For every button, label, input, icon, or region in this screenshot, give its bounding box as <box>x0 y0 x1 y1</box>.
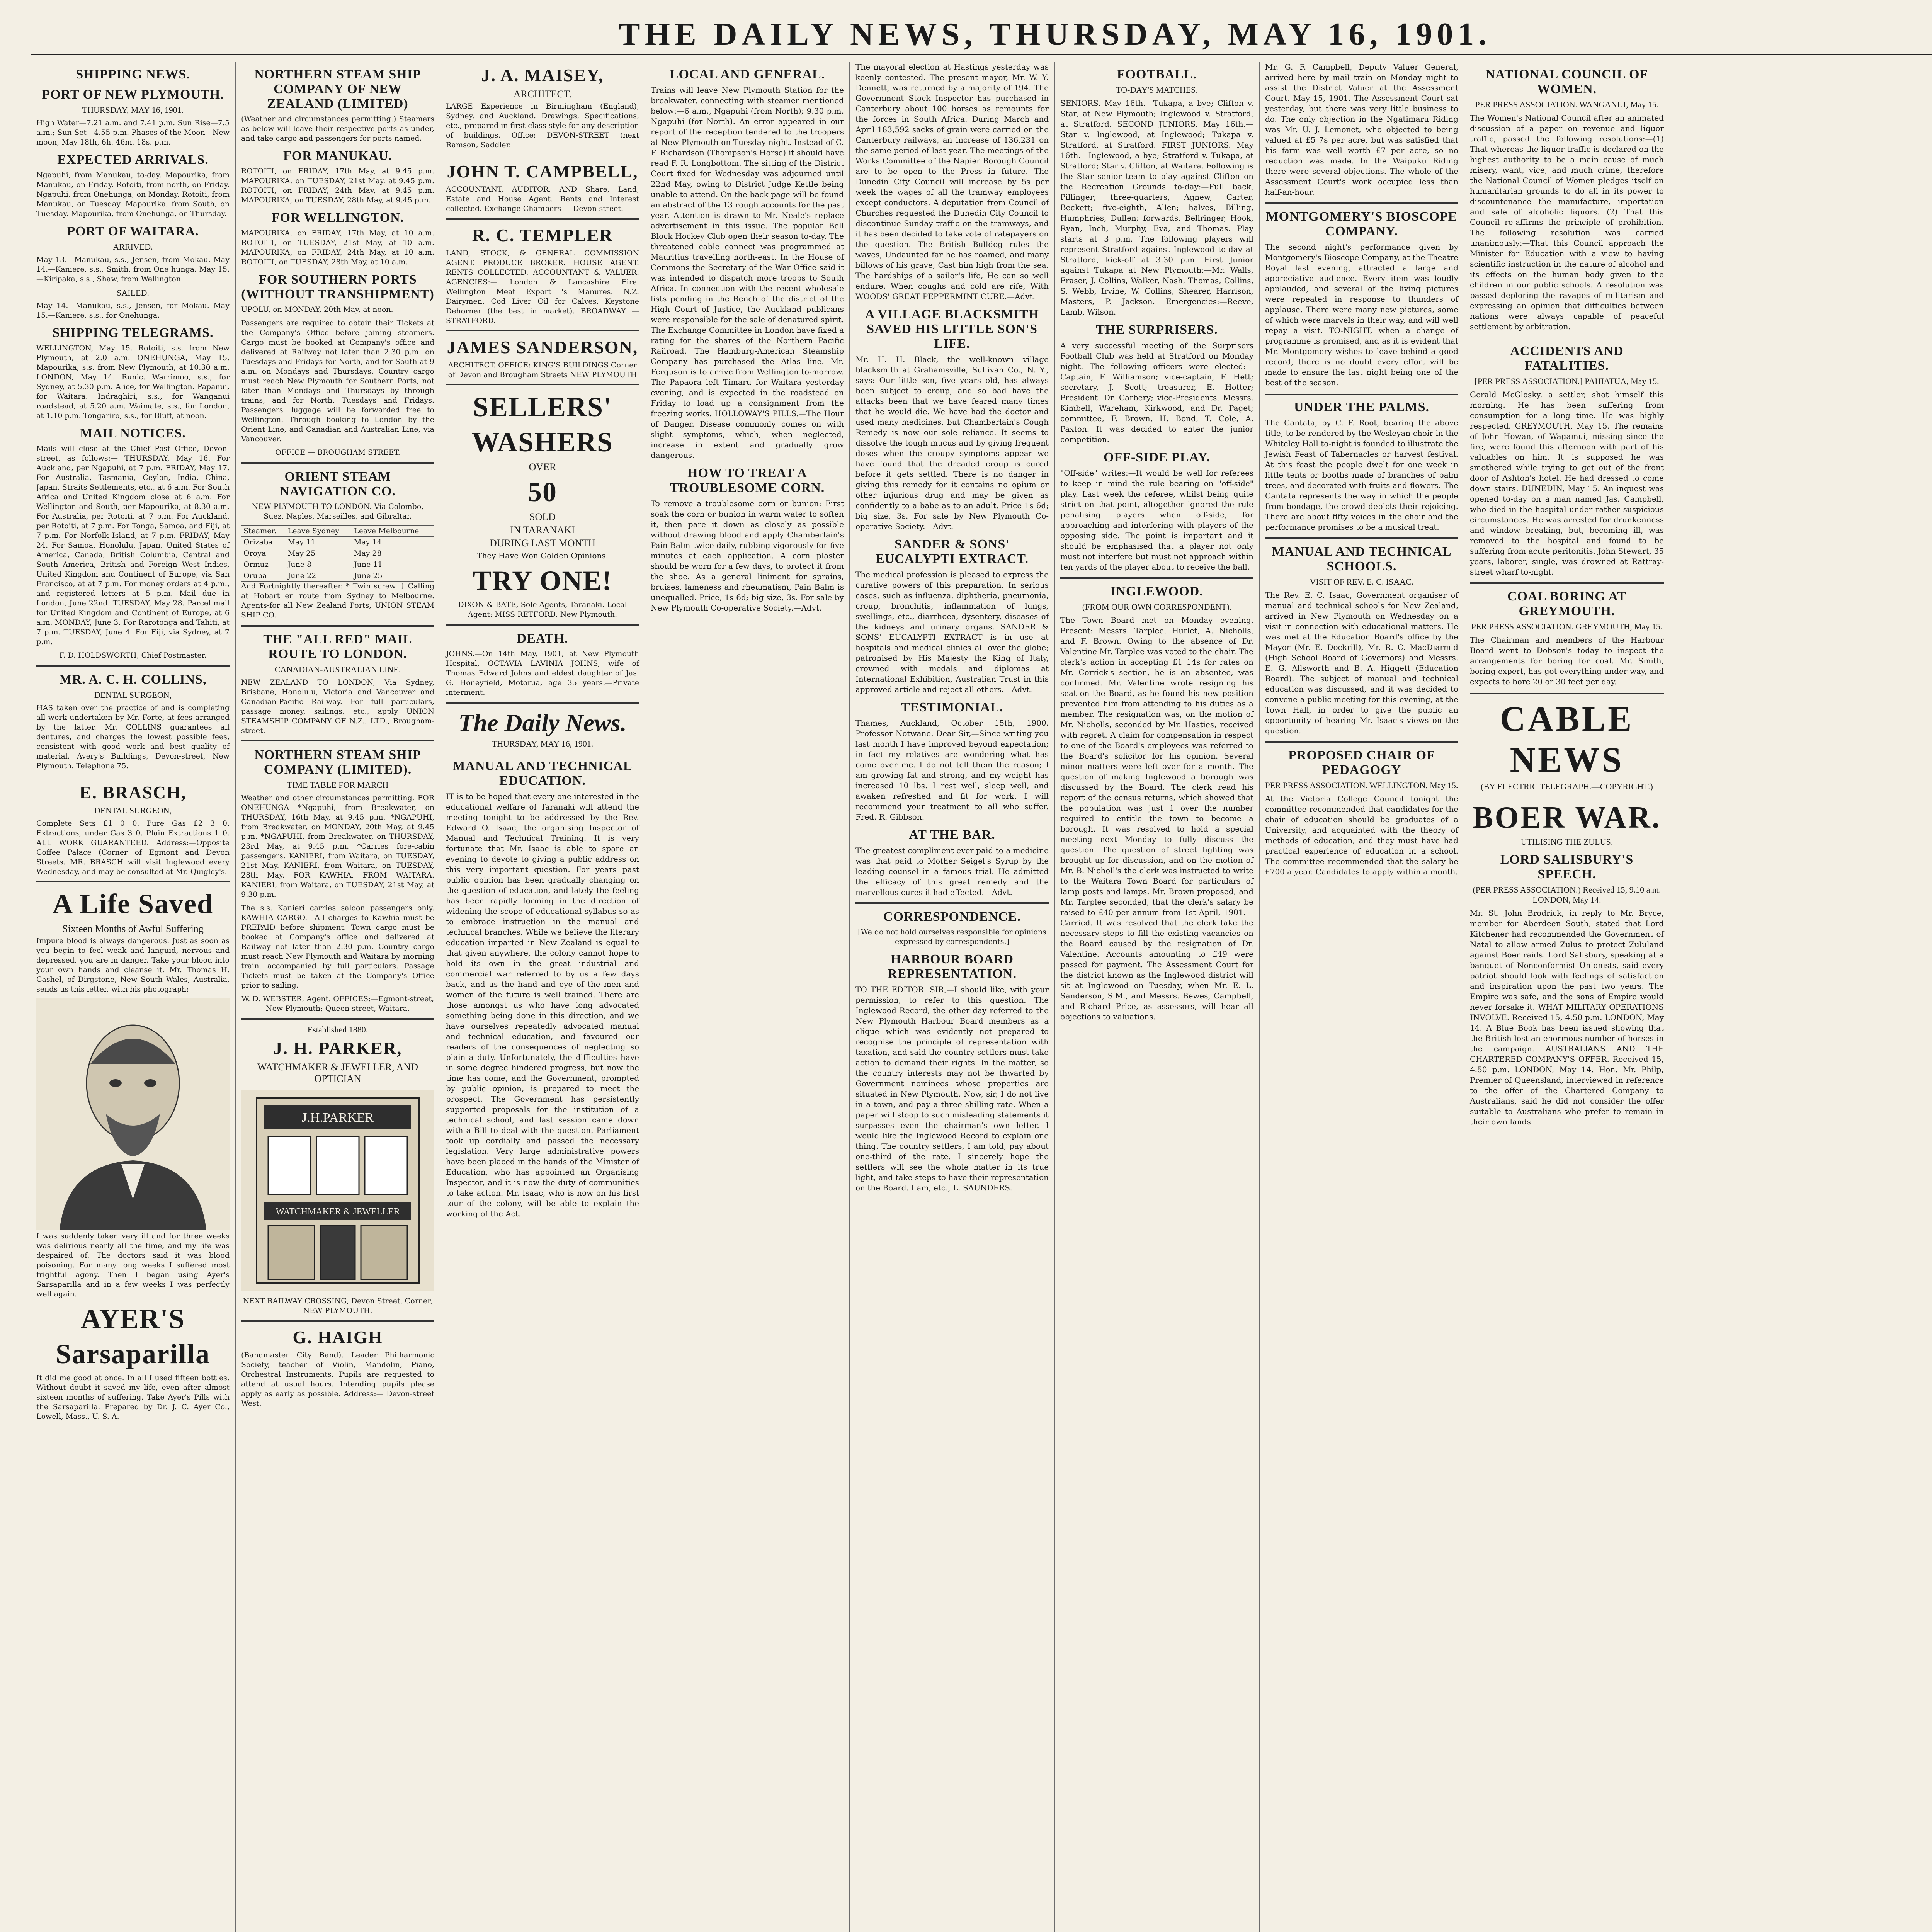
haigh-heading: G. HAIGH <box>293 1327 383 1347</box>
surprisers-heading: THE SURPRISERS. <box>1096 323 1218 337</box>
testimonial-heading: TESTIMONIAL. <box>901 700 1003 714</box>
ayer-sub: Sixteen Months of Awful Suffering <box>62 923 204 934</box>
offside-heading: OFF-SIDE PLAY. <box>1104 450 1210 464</box>
pedagogy-sub: PER PRESS ASSOCIATION. WELLINGTON, May 15. <box>1265 781 1458 790</box>
maisey-sub: ARCHITECT. <box>513 88 572 100</box>
accidents-heading: ACCIDENTS AND FATALITIES. <box>1510 344 1624 373</box>
manukau-schedule: ROTOITI, on FRIDAY, 17th May, at 9.45 p.m. MAPOURIKA, on TUESDAY, 21st May, at 9.45 p.m. ROTOITI, on FRIDAY, 24th May, at 9.45 p.m. MAPOURIKA, on TUESDAY, 28th May, at 9.45 p.m. <box>241 167 434 204</box>
local-heading: LOCAL AND GENERAL. <box>669 67 825 82</box>
salisbury-heading: LORD SALISBURY'S SPEECH. <box>1500 852 1634 881</box>
office-line: OFFICE — BROUGHAM STREET. <box>275 448 400 457</box>
ayer-heading: A Life Saved <box>52 888 214 919</box>
washers-sold: SOLD <box>529 511 556 522</box>
port-date: THURSDAY, MAY 16, 1901. <box>82 105 184 115</box>
zulus-heading: UTILISING THE ZULUS. <box>1520 837 1613 847</box>
offside-text: "Off-side" writes:—It would be well for referees to keep in mind the rule bearing on "off-side" play. Last week the referee, whilst being quite strict on that point, altogether ignored the rule penalising players when off-side, for approaching and interfering with players of the opposing side. The point is important and it should be emphasised that a player not only must not interfere but must not approach within ten yards of the player about to receive the ball. <box>1060 468 1253 571</box>
column-4 <box>645 62 850 1932</box>
salisbury-sub: (PER PRESS ASSOCIATION.) Received 15, 9.10 a.m. LONDON, May 14. <box>1473 885 1661 905</box>
ncw-sub: PER PRESS ASSOCIATION. WANGANUI, May 15. <box>1475 100 1659 109</box>
ncw-text: The Women's National Council after an animated discussion of a paper on revenue and liquor traffic, passed the following resolutions:—(1) That whereas the liquor traffic is declared on the highest authority to be a main cause of much misery, want, vice, and much crime, therefore the National Council of Women pledges itself on humanitarian grounds to do all in its power to discountenance the manufacture, importation and sale of alcoholic liquors. (2) That this Council re-affirms the principle of prohibition. The following resolution was carried unanimously:—That this Council approach the Minister for Education with a view to having scientific instruction in the nature of alcohol and its effects on the human body given to the children in our public schools. A resolution was passed deploring the ravages of militarism and expressing an opinion that difficulties between nations were always capable of peaceful settlement by arbitration. <box>1470 113 1664 331</box>
washers-over: OVER <box>529 461 556 473</box>
column-7 <box>1260 62 1464 1932</box>
pedagogy-heading: PROPOSED CHAIR OF PEDAGOGY <box>1288 748 1435 777</box>
correspondence-note: [We do not hold ourselves responsible for opinions expressed by correspondents.] <box>858 928 1046 946</box>
local-news-continued: The mayoral election at Hastings yesterday was keenly contested. The present mayor, Mr. W. Y. Dennett, was returned by a majority of 194. The Government Stock Inspector has purchased in Canterbury about 100 horses as remounts for the forces in South Africa. During March and April 183,592 sacks of grain were carried on the Canterbury railways, an increase of 136,231 on the same period of last year. The meetings of the Works Committee of the Napier Borough Council are to be open to the Press in future. The Dunedin City Council will increase by 5s per week the wages of all the tramway employees except conductors. A deputation from Council of Churches requested the Dunedin City Council to discontinue Sunday traffic on the tramways, and it has been decided to take vote of ratepayers on the question. The British Bulldog rules the waves, Undaunted far he has roamed, and many billows of his grave, Cast him high from the sea. The hardships of a sailor's life, He can so well endure. When coughs and cold are rife, With WOODS' GREAT PEPPERMINT CURE.—Advt. <box>855 62 1049 301</box>
corn-text: To remove a troublesome corn or bunion: First soak the corn or bunion in warm water to soften it, then pare it down as closely as possible without drawing blood and apply Chamberlain's Pain Balm twice daily, rubbing vigorously for five minutes at each application. A corn plaster should be worn for a few days, to protect it from the shoe. As a general liniment for sprains, bruises, lameness and rheumatism, Pain Balm is unequalled. Price, 1s 6d; big size, 3s. For sale by New Plymouth Co-operative Society.—Advt. <box>651 499 844 612</box>
telegrams-heading: SHIPPING TELEGRAMS. <box>52 326 214 340</box>
palms-text: The Cantata, by C. F. Root, bearing the above title, to be rendered by the Wesleyan choir in the Whiteley Hall to-night is founded to illustrate the Jewish Feast of Tabernacles or harvest festival. At this feast the people dwelt for one week in little tents or booths made of branches of palm trees, and decorated with fruits and flowers. The Cantata represents the way in which the people from bondage, the crowd depicts their rejoicing. There are about fifty voices in the choir and the performance promises to be a musical treat. <box>1265 418 1458 532</box>
manual-heading: MANUAL AND TECHNICAL SCHOOLS. <box>1272 544 1452 573</box>
dentist-sub: DENTAL SURGEON, <box>94 690 172 700</box>
editorial-masthead: The Daily News. <box>458 709 627 736</box>
company-heading: NORTHERN STEAM SHIP COMPANY OF NEW ZEALAND (LIMITED) <box>254 67 421 111</box>
boer-war-heading: BOER WAR. <box>1473 801 1661 835</box>
tides: High Water—7.21 a.m. and 7.41 p.m. Sun Rise—7.5 a.m.; Sun Set—4.55 p.m. Phases of the Moon—New moon, May 18th, 6h. 46m. 18s. p.m. <box>36 119 230 146</box>
parker-footer: NEXT RAILWAY CROSSING, Devon Street, Corner, NEW PLYMOUTH. <box>243 1297 433 1315</box>
ayer-footer: It did me good at once. In all I used fifteen bottles. Without doubt it saved my life, even after almost sixteen months of suffering. Take Ayer's Pills with the Sarsaparilla. Prepared by Dr. J. C. Ayer Co., Lowell, Mass., U. S. A. <box>36 1374 230 1421</box>
assessment-text: Mr. G. F. Campbell, Deputy Valuer General, arrived here by mail train on Monday night to assist the District Valuer at the Assessment Court. May 15, 1901. The Assessment Court sat yesterday, but there was very little business to do. The only objection in the Ngatimaru Riding was Mr. U. J. Lemonet, who objected to being valued at £5 7s per acre, but was satisfied that his farm was well worth £7 per acre, so no reduction was made. In the Waipuku Riding there were several objections. The whole of the Assessment Court's work occupied less than half-an-hour. <box>1265 62 1458 197</box>
masthead <box>31 15 1932 55</box>
sander-heading: SANDER & SONS' EUCALYPTI EXTRACT. <box>876 537 1029 566</box>
accidents-sub: [PER PRESS ASSOCIATION.] PAHIATUA, May 15. <box>1475 376 1659 386</box>
orient-footer: And Fortnightly thereafter. * Twin screw. † Calling at Hobart en route from Sydney to Melbourne. Agents-for all New Zealand Ports, UNION STEAM SHIP CO. <box>241 582 434 619</box>
accidents-text: Gerald McGlosky, a settler, shot himself this morning. He has been suffering from consumption for a long time. He was highly respected. GREYMOUTH, May 15. The remains of John Howan, of Wagamui, missing since the fire, were found this afternoon with part of his valuables on him. It is supposed he was smothered while trying to get out of the front door of Ashton's hotel. He had dressed to come down stairs. DUNEDIN, May 15. An inquest was opened to-day on a man named Jas. Campbell, who died in the hospital under rather suspicious circumstances. He was arrested for drunkenness and window breaking, but, becoming ill, was removed to the hospital and found to be suffering from acute peritonitis. John Stewart, 35 years, laborer, single, was drowned at Rattray-street wharf to-night. <box>1470 390 1664 577</box>
port-heading: PORT OF NEW PLYMOUTH. <box>42 87 224 102</box>
haigh-text: (Bandmaster City Band). Leader Philharmonic Society, teacher of Violin, Mandolin, Piano, Orchestral Instruments. Pupils are requested to attend at usual hours. Intending pupils please apply as early as possible. Address:— Devon-street West. <box>241 1351 434 1408</box>
table-row: Orizaba May 11 May 14 <box>242 537 434 548</box>
dentist-text: HAS taken over the practice of and is completing all work undertaken by Mr. Forte, at fees arranged by the latter. Mr. COLLINS guarantees all dentures, and charges the lowest possible fees, consistent with good work and best quality of material. Avery's Buildings, Devon-street, New Plymouth. Telephone 75. <box>36 704 230 770</box>
testimonial-text: Thames, Auckland, October 15th, 1900. Professor Notwane. Dear Sir,—Since writing you last month I have improved beyond expectation; in fact my relatives are wondering what has come over me. I do not tell them the reason; I am growing fat and strong, and my weight has increased 10 lbs. I rest well, sleep well, and awaken refreshed and fit for work. I will recommend your treatment to all who suffer. Fred. R. Gibbson. <box>855 718 1049 821</box>
columns <box>31 62 1932 1932</box>
coal-sub: PER PRESS ASSOCIATION. GREYMOUTH, May 15. <box>1471 622 1663 631</box>
mail-notices: Mails will close at the Chief Post Office, Devon-street, as follows:— THURSDAY, May 16. For Auckland, per Ngapuhi, at 7 p.m. FRIDAY, May 17. For Australia, Tasmania, Ceylon, India, China, Japan, Straits Settlements, etc., at 6 a.m. For South Africa and United Kingdom close at 6 a.m. For Wellington and South, per Mapourika, at 8.30 a.m. For Australia, per Rotoiti, at 7 p.m. For Auckland, per Rotoiti, at 7 p.m. For Tonga, Samoa, and Fiji, at 7 p.m. For Norfolk Island, at 7 p.m. FRIDAY, May 24. For Samoa, Honolulu, Japan, United States of America, Canada, British Columbia, Central and South America, British and Foreign West Indies, United Kingdom and Continent of Europe, via San Francisco, at at 7 p.m. For money orders at 4 p.m., and registered letters at 5 p.m. Mail due in London, June 22nd. TUESDAY, May 28. Parcel mail for United Kingdom and Continent of Europe, at 6 a.m. MONDAY, June 3. For Rarotonga and Tahiti, at 7 p.m. TUESDAY, June 4. For Fiji, via Sydney, at 7 p.m. <box>36 444 230 646</box>
washers-number: 50 <box>528 476 557 507</box>
expected-heading: EXPECTED ARRIVALS. <box>57 153 209 167</box>
allred-heading: THE "ALL RED" MAIL ROUTE TO LONDON. <box>263 632 412 661</box>
sander-text: The medical profession is pleased to express the curative powers of this preparation. In serious cases, such as influenza, diphtheria, pneumonia, croup, bronchitis, inflammation of lungs, swellings, etc., diarrhoea, dysentery, diseases of the kidneys and urinary organs. SANDER & SONS' EUCALYPTI EXTRACT is in use at hospitals and medical clinics all over the globe; patronised by His Majesty the King of Italy, crowned with medals and diplomas at International Exhibition, Australian Trust in this approved article and reject all others.—Advt. <box>855 570 1049 694</box>
parker-heading: J. H. PARKER, <box>273 1038 402 1058</box>
bioscope-text: The second night's performance given by Montgomery's Bioscope Company, at the Theatre Royal last evening, attracted a large and appreciative audience. Every item was loudly applauded, and several of the living pictures were repeated in response to thunders of applause. There were many new pictures, some of which were marvels in their way, and will well repay a visit. TO-NIGHT, when a change of programme is promised, and as it is evident that Mr. Montgomery wishes to leave behind a good record, there is no doubt every effort will be made to ensure the last night being one of the best of the season. <box>1265 242 1458 387</box>
table-row: Steamer. Leave Sydney Leave Melbourne <box>242 526 434 537</box>
washers-try: TRY ONE! <box>473 565 612 596</box>
templer-text: LAND, STOCK, & GENERAL COMMISSION AGENT. PRODUCE BROKER. HOUSE AGENT. RENTS COLLECTED. ACCOUNTANT & VALUER. AGENCIES:— London & Lancashire Fire. Wellington Meat Export 's Manures. N.Z. Dairymen. Cod Liver Oil for Calves. Keystone Dehorner (the best in market). BROADWAY — STRATFORD. <box>446 249 639 325</box>
column-2 <box>236 62 440 1932</box>
shipping-heading: SHIPPING NEWS. <box>76 67 190 82</box>
column-5 <box>850 62 1055 1932</box>
village-heading: A VILLAGE BLACKSMITH SAVED HIS LITTLE SON'S LIFE. <box>865 307 1039 351</box>
editorial-text: IT is to be hoped that every one interested in the educational welfare of Taranaki will attend the meeting tonight to be addressed by the Rev. Edward O. Isaac, the organising Inspector of Manual and Technical Training. It is very fortunate that Mr. Isaac is able to spare an evening to devote to giving a public address on this very important question. For years past public opinion has been gradually changing on the question of education, and lately the feeling has been rapidly forming in the direction of widening the scope of educational syllabus so as to embrace instruction in the manual and technical branches. While we believe the literary education imparted in New Zealand is equal to that given anywhere, the colony cannot hope to hold its own in the great industrial and commercial war referred to by us a few days back, and us the hand and eye of the men and women of the future is well trained. There are those amongst us who have long advocated something being done in this direction, and we have ourselves repeatedly advocated manual and technical education, and favoured our readers of the consequences of neglecting so plain a duty. Unfortunately, the difficulties have in some degree hindered progress, but now the time has come, and the Government, prompted by public opinion, is prepared to meet the prospect. The Government has persistently supported proposals for the institution of a technical school, and last session came down with a Bill to deal with the question. Parliament took up cordially and passed the necessary legislation. Very large administrative powers have been placed in the hands of the Minister of Education, who has appointed an Organising Inspector, and it is now the duty of communities to take action. Mr. Isaac, who is now on his first tour of the colony, will be able to explain the working of the Act. <box>446 792 639 1218</box>
templer-heading: R. C. TEMPLER <box>472 225 613 245</box>
washers-taranaki: IN TARANAKI <box>510 524 575 536</box>
southern-schedule: UPOLU, on MONDAY, 20th May, at noon. <box>241 305 393 314</box>
orient-heading: ORIENT STEAM NAVIGATION CO. <box>280 469 396 498</box>
campbell-heading: JOHN T. CAMPBELL, <box>447 162 638 181</box>
football-sub: TO-DAY'S MATCHES. <box>1116 85 1198 95</box>
parker-sign-2: WATCHMAKER & JEWELLER <box>276 1207 400 1217</box>
inglewood-sub: (FROM OUR OWN CORRESPONDENT). <box>1082 602 1232 612</box>
table-row: Ormuz June 8 June 11 <box>242 559 434 570</box>
football-text: SENIORS. May 16th.—Tukapa, a bye; Clifton v. Star, at New Plymouth; Inglewood v. Stratford, at Stratford. SECOND JUNIORS. May 16th.—Star v. Inglewood, at Inglewood; Tukapa v. Stratford, at Stratford. FIRST JUNIORS. May 16th.—Inglewood, a bye; Stratford v. Tukapa, at Stratford; Star v. Clifton, at Waitara. Following is the Star senior team to play against Clifton on the Recreation Grounds to-day:—Full back, Pillinger; three-quarters, Agnew, Carter, Beckett; five-eighth, Allen; halves, Billing, Humphries, Dullen; forwards, Bellringer, Hook, Ryan, Inch, Murphy, Eva, and Thomas. Play starts at 3 p.m. The following players will represent Stratford against Inglewood to-day at Stratford, kick-off at 3.30 p.m. First Junior against Tukapa at New Plymouth:—Mr. Walls, Fraser, J. Collins, Walker, Nash, Thomas, Collins, S. Webb, Irvine, W. Collins, Shearer, Harrison, Masters, P. Jackson. Emergencies:—Reeve, Lamb, Wilson. <box>1060 99 1253 316</box>
portrait-illustration <box>36 998 230 1230</box>
washers-last-month: DURING LAST MONTH <box>490 537 595 549</box>
ncw-heading: NATIONAL COUNCIL OF WOMEN. <box>1485 67 1648 96</box>
washers-heading-2: WASHERS <box>471 427 614 457</box>
shop-front-illustration <box>241 1090 434 1291</box>
local-news: Trains will leave New Plymouth Station for the breakwater, connecting with steamer mentioned below:—6 a.m., Ngapuhi (from North); 9.30 p.m. Ngapuhi (for North). An error appeared in our report of the reception tendered to the troopers at New Plymouth on Tuesday night. Instead of C. F. Richardson (Thompson's Horse) it should have read F. R. Longbottom. The sitting of the District Court fixed for Wednesday was adjourned until 22nd May, owing to District Judge Kettle being unable to attend. On the back page will be found an abstract of the 13 rough accounts for the past year. Attention is drawn to Mr. Neale's replace advertisement in this issue. The popular Bell Block Hockey Club open their season to-day. The threatened cable connect was programmed at Mauritius travelling north-east. In the House of Commons the Secretary of the War Office said it was intended to dispatch more troops to South Africa. In connection with the recent wholesale lists pending in the Bench of the district of the High Court of Justice, the Auckland publicans were responsible for the sale of denatured spirit. The Exchange Committee in London have fixed a rating for the shares of the Northern Pacific Railroad. The Hamburg-American Steamship Company has purchased the Atlas line. Mr. Ferguson is to arrive from Wellington to-morrow. The Papaora left Timaru for Waitara yesterday evening, and is expected in the roadstead on Friday to load up a consignment from the freezing works. HOLLOWAY'S PILLS.—The Hour of Danger. Disease commonly comes on with slight symptoms, which, when neglected, increase in extent and gradually grow dangerous. <box>651 85 844 460</box>
southern-heading: FOR SOUTHERN PORTS (WITHOUT TRANSHIPMENT) <box>241 272 434 301</box>
timetable: Weather and other circumstances permitting. FOR ONEHUNGA *Ngapuhi, from Breakwater, on THURSDAY, 16th May, at 9.45 p.m. *NGAPUHI, from Breakwater, on MONDAY, 20th May, at 9.45 p.m. *NGAPUHI, from Breakwater, on THURSDAY, 23rd May, at 9.45 p.m. *Carries fore-cabin passengers. KANIERI, from Waitara, on TUESDAY, 21st May. KANIERI, from Waitara, on TUESDAY, 28th May. FOR KAWHIA, FROM WAITARA. KANIERI, from Waitara, on TUESDAY, 21st May, at 9.30 p.m. <box>241 794 434 899</box>
wellington-heading: FOR WELLINGTON. <box>271 211 404 225</box>
wellington-schedule: MAPOURIKA, on FRIDAY, 17th May, at 10 a.m. ROTOITI, on TUESDAY, 21st May, at 10 a.m. MAPOURIKA, on FRIDAY, 24th May, at 10 a.m. ROTOITI, on TUESDAY, 28th May, at 10 a.m. <box>241 229 434 266</box>
mail-heading: MAIL NOTICES. <box>80 426 186 440</box>
kawhia-notice: The s.s. Kanieri carries saloon passengers only. KAWHIA CARGO.—All charges to Kawhia must be PREPAID before shipment. Town cargo must be booked at Company's office and delivered at Railway not later than 2.30 p.m. Country cargo must reach New Plymouth and Waitara by morning train, accompanied by full particulars. Passage Tickets must be taken at the Company's Office prior to sailing. <box>241 904 434 990</box>
agent-line: W. D. WEBSTER, Agent. OFFICES:—Egmont-street, New Plymouth; Queen-street, Waitara. <box>242 995 434 1013</box>
allred-text: NEW ZEALAND TO LONDON, Via Sydney, Brisbane, Honolulu, Victoria and Vancouver and Canadian-Pacific Railway. For full particulars, passage money, sailings, etc., apply UNION STEAMSHIP COMPANY OF N.Z., LTD., Brougham-street. <box>241 678 434 735</box>
brasch-sub: DENTAL SURGEON, <box>94 806 172 815</box>
manual-text: The Rev. E. C. Isaac, Government organiser of manual and technical schools for New Zealand, arrived in New Plymouth on Wednesday on a visit in connection with educational matters. He was met at the Education Board's office by the Mayor (Mr. E. Dockrill), Mr. R. C. MacDiarmid (High School Board of Governors) and Messrs. E. G. Allsworth and B. A. Higgett (Education Board). The subject of manual and technical education was discussed, and it was decided to convene a public meeting for this evening, at the Town Hall, in order to give the public an opportunity of hearing Mr. Isaac's views on the question. <box>1265 590 1458 735</box>
village-text: Mr. H. H. Black, the well-known village blacksmith at Grahamsville, Sullivan Co., N. Y., says: Our little son, five years old, has always been subject to croup, and so bad have the attacks been that we have feared many times that he would die. We have had the doctor and used many medicines, but Chamberlain's Cough Remedy is now our sole reliance. It seems to dissolve the tough mucus and by giving frequent doses when the croupy symptoms appear we have found that the dreaded croup is cured before it gets settled. There is no danger in giving this remedy for it contains no opium or other injurious drug and may be given as confidently to a babe as to an adult. Price 1s 6d; big size, 3s. For sale by New Plymouth Co-operative Society.—Advt. <box>855 355 1049 531</box>
surprisers-text: A very successful meeting of the Surprisers Football Club was held at Stratford on Monday night. The following officers were elected:—Captain, F. Williamson; vice-captain, F. Hett; secretary, J. Scott; treasurer, E. Hotter; President, Dr. Carbery; vice-Presidents, Messrs. Kimbell, Wareham, Kirkwood, and Dr. Paget; committee, F. Brown, H. Bond, T. Cole, A. Paxton. It was decided to enter the junior competition. <box>1060 341 1253 444</box>
dentist-heading: MR. A. C. H. COLLINS, <box>59 672 207 687</box>
maisey-heading: J. A. MAISEY, <box>481 65 604 85</box>
ayer-quote: I was suddenly taken very ill and for three weeks was delirious nearly all the time, and my life was despaired of. The doctors said it was blood poisoning. For many long weeks I suffered most frightful agony. Then I began using Ayer's Sarsaparilla and in a few weeks I was perfectly well again. <box>36 1232 230 1298</box>
death-notice: JOHNS.—On 14th May, 1901, at New Plymouth Hospital, OCTAVIA LAVINIA JOHNS, wife of Thomas Edward Johns and eldest daughter of Jas. G. Honeyfield, Motorua, age 35 years.—Private interment. <box>446 650 639 697</box>
sailed: May 14.—Manukau, s.s., Jensen, for Mokau. May 15.—Kaniere, s.s., for Onehunga. <box>36 301 230 320</box>
cable-news-heading: CABLE NEWS <box>1500 699 1634 779</box>
parker-sign: J.H.PARKER <box>302 1111 374 1125</box>
brasch-text: Complete Sets £1 0 0. Pure Gas £2 3 0. Extractions, under Gas 3 0. Plain Extractions 1 0. ALL WORK GUARANTEED. Address:—Opposite Coffee Palace (Corner of Egmont and Devon Streets. MR. BRASCH will visit Inglewood every Wednesday, and may be consulted at Mr. Quigley's. <box>36 819 230 876</box>
correspondence-heading: CORRESPONDENCE. <box>883 910 1021 924</box>
editorial-heading: MANUAL AND TECHNICAL EDUCATION. <box>452 759 633 788</box>
pedagogy-text: At the Victoria College Council tonight the committee recommended that candidates for the chair of education should be graduates of a University, and acquainted with the theory of methods of education, and they must have had practical experience of education in a school. The committee recommended that the salary be £700 a year. Candidates to apply within a month. <box>1265 794 1458 876</box>
harbour-heading: HARBOUR BOARD REPRESENTATION. <box>888 952 1017 981</box>
inglewood-text: The Town Board met on Monday evening. Present: Messrs. Tarplee, Hurlet, A. Nicholls, and F. Brown. Owing to the absence of Dr. Valentine Mr. Tarplee was voted to the chair. The clerk's action in accepting £1 14s for rates on Mr. Corrick's section, he is an absentee, was confirmed. Mr. Valentine wrote resigning his seat on the Board, as he found his new position prevented him from attending to his duties as a member. The resignation was, on the motion of Mr. Nicholls, seconded by Mr. Hasties, received with regret. A claim for compensation in respect to one of the Board's employees was referred to the Board's solicitor for his opinion. Several minor matters were left over for a month. The question of making Inglewood a borough was discussed by the Board. The clerk read his report of the census returns, which showed that the population was just 1 over the number required to entitle the town to become a borough. It was resolved to hold a special meeting next Monday to fully discuss the question. The question of street lighting was brought up for discussion, and on the motion of Mr. B. Nicholl's the clerk was instructed to write to the Waitara Town Board for particulars of lamp posts and lamps. Mr. Brown proposed, and Mr. Tarplee seconded, that the clerk's salary be raised to £40 per annum from 1st April, 1901.—Carried. It was resolved that the clerk take the necessary steps to fill the existing vacancies on the Board caused by the resignation of Dr. Valentine. Accounts amounting to £49 were passed for payment. The Assessment Court for the district known as the Inglewood district will sit at Inglewood on Tuesday, when Mr. E. L. Sanderson, S.M., and Messrs. Bewes, Campbell, and Richard Price, as assessors, will hear all objections to valuations. <box>1060 616 1253 1021</box>
ayer-brand-2: Sarsaparilla <box>55 1338 211 1369</box>
masthead-title: THE DAILY NEWS, THURSDAY, MAY 16, 1901. <box>618 16 1492 52</box>
northern2-heading: NORTHERN STEAM SHIP COMPANY (LIMITED). <box>254 748 421 777</box>
manual-sub: VISIT OF REV. E. C. ISAAC. <box>1310 577 1414 587</box>
allred-sub: CANADIAN-AUSTRALIAN LINE. <box>274 665 401 674</box>
expected-arrivals: Ngapuhi, from Manukau, to-day. Mapourika, from Manukau, on Friday. Rotoiti, from north, on Friday. Ngapuhi, from Onehunga, on Monday. Rotoiti, from Manukau, on Tuesday. Mapourika, from South, on Tuesday. Mapourika, from Onehunga, on Thursday. <box>36 171 230 218</box>
telegrams: WELLINGTON, May 15. Rotoiti, s.s. from New Plymouth, at 2.0 a.m. ONEHUNGA, May 15. Mapourika, s.s. from New Plymouth, at 10.30 a.m. LONDON, May 14. Runic. Warrimoo, s.s., for Sydney, at 5.30 p.m. Alice, for Wellington. Papanui, for Waitara. Indraghiri, s.s., for Wanganui roadstead, at 5.20 a.m. Waimate, s.s., for London, at 1.10 p.m. Tongariro, s.s., for Bluff, at noon. <box>36 344 230 420</box>
maisey-text: LARGE Experience in Birmingham (England), Sydney, and Auckland. Drawings, Specifications, etc., prepared in first-class style for any description of buildings. Office: DEVON-STREET (next Ramson, Saddler. <box>446 102 639 149</box>
coal-text: The Chairman and members of the Harbour Board went to Dobson's today to inspect the arrangements for boring for coal. Mr. Smith, boring expert, has got everything under way, and expects to bore 20 or 30 feet per day. <box>1470 635 1664 686</box>
passenger-notice: Passengers are required to obtain their Tickets at the Company's Office before joining steamers. Cargo must be booked at Company's office and delivered at Railway not later than 2.30 p.m. on Tuesdays and Fridays for North, and for South at 9 a.m. on Mondays and Thursdays. Country cargo must reach New Plymouth for Southern Ports, not later than Mondays and Thursdays by through trains, and for North, Tuesdays and Fridays. Passengers' luggage will be forwarded free to Wellington. Through booking to London by the Orient Line, and Canadian and Australian Line, via Vancouver. <box>241 319 434 443</box>
arrived: May 13.—Manukau, s.s., Jensen, from Mokau. May 14.—Kaniere, s.s., Smith, from One hunga. May 15.—Kiripaka, s.s., Shaw, from Wellington. <box>36 255 230 283</box>
manukau-heading: FOR MANUKAU. <box>283 149 393 163</box>
football-heading: FOOTBALL. <box>1117 67 1197 82</box>
washers-opinions: They Have Won Golden Opinions. <box>477 551 608 560</box>
sanderson-text: ARCHITECT. OFFICE: KING'S BUILDINGS Corner of Devon and Brougham Streets NEW PLYMOUTH <box>448 361 637 379</box>
bioscope-heading: MONTGOMERY'S BIOSCOPE COMPANY. <box>1266 209 1458 238</box>
ayer-text: Impure blood is always dangerous. Just as soon as you begin to feel weak and languid, nervous and depressed, you are in danger. Take your blood into your own hands and cleanse it. Mr. Thomas H. Cashel, of Dirgstone, New South Wales, Australia, sends us this letter, with his photograph: <box>36 937 230 993</box>
corn-heading: HOW TO TREAT A TROUBLESOME CORN. <box>670 466 825 495</box>
table-row: Oroya May 25 May 28 <box>242 548 434 559</box>
sanderson-heading: JAMES SANDERSON, <box>447 337 638 357</box>
column-6 <box>1055 62 1260 1932</box>
company-notice: (Weather and circumstances permitting.) Steamers as below will leave their respective ports as under, and take cargo and passengers for ports named. <box>241 115 434 143</box>
inglewood-heading: INGLEWOOD. <box>1111 584 1203 599</box>
parker-sub: WATCHMAKER & JEWELLER, AND OPTICIAN <box>257 1061 418 1084</box>
ayer-brand: AYER'S <box>81 1303 185 1334</box>
cable-sub: (BY ELECTRIC TELEGRAPH.—COPYRIGHT.) <box>1481 782 1653 791</box>
palms-heading: UNDER THE PALMS. <box>1294 400 1430 414</box>
washers-heading-1: SELLERS' <box>473 391 612 422</box>
column-8 <box>1464 62 1669 1932</box>
coal-heading: COAL BORING AT GREYMOUTH. <box>1507 589 1627 618</box>
harbour-letter: TO THE EDITOR. SIR,—I should like, with your permission, to refer to this question. The Inglewood Record, the other day referred to the New Plymouth Harbour Board members as a clique which was evidently not prepared to recognise the principle of representation with taxation, and said the country settlers must take action to demand their rights. In the matter, so the country interests may not be thwarted by Government nominees whose properties are situated in New Plymouth. Now, sir, I do not live in a town, and pay a three shilling rate. When a paper will stoop to such misleading statements it surpasses even the chairman's own letter. I would like the Inglewood Record to explain one thing. The country settlers, I am told, pay about one-third of the rate. I sincerely hope the settlers will see the whole matter in its true light, and take steps to have their representation on the Board. I am, etc., L. SAUNDERS. <box>855 985 1049 1192</box>
timetable-heading: TIME TABLE FOR MARCH <box>287 780 389 790</box>
table-row: Oruba June 22 June 25 <box>242 570 434 582</box>
editorial-date: THURSDAY, MAY 16, 1901. <box>492 739 594 748</box>
column-1 <box>31 62 236 1932</box>
death-heading: DEATH. <box>517 631 568 646</box>
atbar-heading: AT THE BAR. <box>909 828 995 842</box>
parker-established: Established 1880. <box>307 1025 368 1034</box>
atbar-text: The greatest compliment ever paid to a medicine was that paid to Mother Seigel's Syrup by the leading counsel in a famous trial. He admitted the efficacy of this great remedy and the marvellous cures it had effected.—Advt. <box>855 846 1049 897</box>
war-text: Mr. St. John Brodrick, in reply to Mr. Bryce, member for Aberdeen South, stated that Lord Kitchener had recommended the Government of Natal to allow armed Zulus to protect Zululand against Boer raids. Lord Salisbury, speaking at a banquet of Nonconformist Unionists, said every patriot should look with feelings of satisfaction and inspiration upon the past two years. The Empire was safe, and the sons of Empire would never forsake it. WHAT MILITARY OPERATIONS INVOLVE. Received 15, 4.50 p.m. LONDON, May 14. A Blue Book has been issued showing that the British lost an enormous number of horses in the campaign. AUSTRALIANS AND THE CHARTERED COMPANY'S OFFER. Received 15, 4.50 p.m. LONDON, May 14. Hon. Mr. Philp, Premier of Queensland, interviewed in reference to the offer of the Chartered Company to Australians, said he did not consider the offer suitable to Australians who prefer to remain in their own lands. <box>1470 908 1664 1126</box>
washers-agent: DIXON & BATE, Sole Agents, Taranaki. Local Agent: MISS RETFORD, New Plymouth. <box>458 600 627 619</box>
orient-sub: NEW PLYMOUTH TO LONDON. Via Colombo, Suez, Naples, Marseilles, and Gibraltar. <box>252 502 424 520</box>
brasch-heading: E. BRASCH, <box>79 782 187 802</box>
campbell-text: ACCOUNTANT, AUDITOR, AND Share, Land, Estate and House Agent. Rents and Interest collected. Exchange Chambers — Devon-street. <box>446 185 639 213</box>
postmaster: F. D. HOLDSWORTH, Chief Postmaster. <box>59 651 207 660</box>
sailed-heading: SAILED. <box>117 288 149 298</box>
arrived-heading: ARRIVED. <box>113 242 153 252</box>
orient-table <box>241 525 434 582</box>
column-3 <box>440 62 645 1932</box>
waitara-heading: PORT OF WAITARA. <box>67 224 199 238</box>
